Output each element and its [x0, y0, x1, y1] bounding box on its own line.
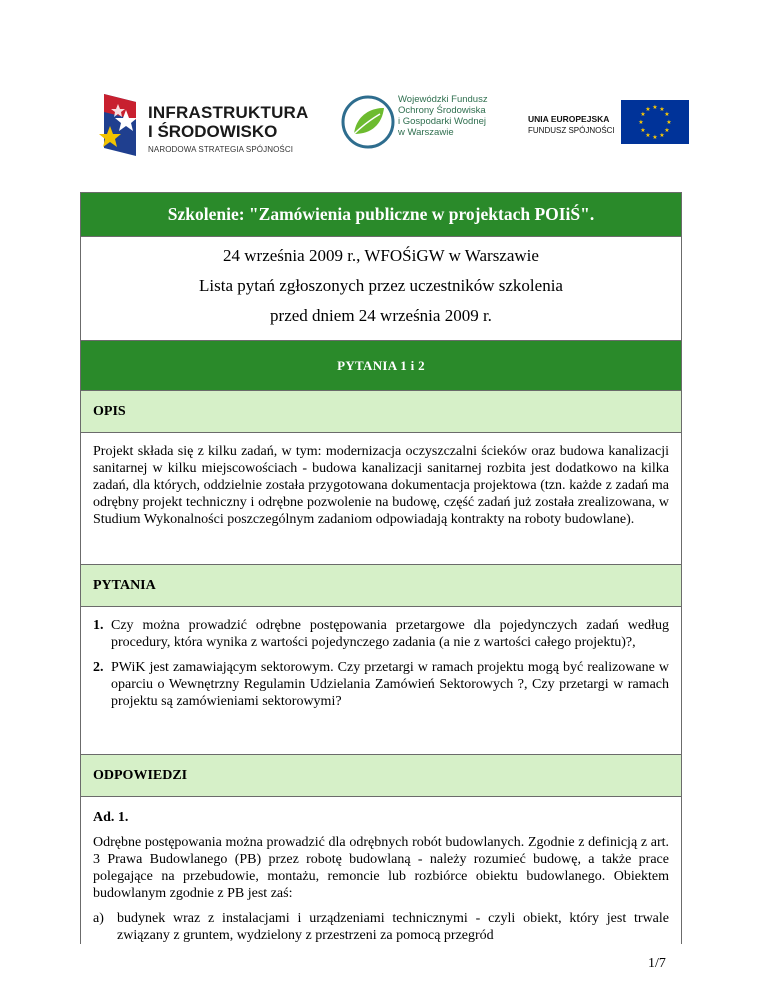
- svg-text:★: ★: [652, 104, 658, 111]
- svg-text:★: ★: [664, 127, 670, 134]
- document-header: [81, 237, 681, 341]
- infrastruktura-logo: [96, 90, 309, 160]
- question-number: 2.: [93, 660, 104, 675]
- svg-text:★: ★: [652, 134, 658, 141]
- answer-list-item: [93, 910, 669, 944]
- eu-logo-line2: FUNDUSZ SPÓJNOŚCI: [528, 126, 615, 135]
- answer-item-text: budynek wraz z instalacjami i urządzeniami technicznymi - czyli obiekt, który jest trwale związany z gruntem, wydzielony z przestrzeni za pomocą przegród: [117, 911, 669, 943]
- answer-item-label: a): [93, 911, 104, 926]
- infrastruktura-logo-line1: INFRASTRUKTURA: [148, 103, 309, 122]
- question-text: PWiK jest zamawiającym sektorowym. Czy przetargi w ramach projektu mogą być realizowane w oparciu o Wewnętrzny Regulamin Udzielania Zamówień Sektorowych ?, Czy przetargi w ramach projektu są zamówieniami sektorowymi?: [111, 660, 669, 709]
- wfosigw-logo-line4: w Warszawie: [398, 127, 454, 138]
- questions-band: PYTANIA 1 i 2: [81, 341, 681, 391]
- svg-text:★: ★: [659, 106, 665, 113]
- logo-header: [0, 0, 768, 180]
- odpowiedzi-label: ODPOWIEDZI: [81, 755, 681, 797]
- document-table: [80, 192, 682, 944]
- header-list-line: Lista pytań zgłoszonych przez uczestników szkolenia: [199, 276, 563, 295]
- question-item: [93, 659, 669, 710]
- question-number: 1.: [93, 618, 104, 633]
- wfosigw-logo: [340, 94, 520, 164]
- questions-list: [81, 607, 681, 755]
- header-date-line: 24 września 2009 r., WFOŚiGW w Warszawie: [223, 246, 539, 265]
- page-number: 1/7: [648, 956, 666, 971]
- training-title: Szkolenie: "Zamówienia publiczne w projektach POIiŚ".: [81, 193, 681, 237]
- opis-text: [81, 433, 681, 565]
- answer-heading: Ad. 1.: [93, 810, 129, 825]
- infrastruktura-logo-line3: NARODOWA STRATEGIA SPÓJNOŚCI: [148, 145, 294, 154]
- infrastruktura-flag-icon: [96, 90, 142, 160]
- question-text: Czy można prowadzić odrębne postępowania przetargowe dla pojedynczych zadań według procedury, która wynika z wartości pojedynczego zadania (a nie z wartości całego projektu)?,: [111, 618, 669, 650]
- svg-text:★: ★: [659, 132, 665, 139]
- wfosigw-leaf-icon: [340, 94, 396, 150]
- svg-text:★: ★: [638, 119, 644, 126]
- header-before-line: przed dniem 24 września 2009 r.: [270, 306, 492, 325]
- opis-paragraph: Projekt składa się z kilku zadań, w tym: modernizacja oczyszczalni ścieków oraz budowa kanalizacji sanitarnej w kilku miejscowościach - budowa kanalizacji sanitarnej rozbita jest dodatkowo na kilka zadań, dla których, oddzielnie została przygotowana dokumentacja projektowa (tzn. każde z zadań ma odrębny projekt techniczny i odrębne pozwolenie na budowę, część zadań już została zrealizowana, w Studium Wykonalności poszczególnym zadaniom odpowiadają kontrakty na roboty budowlane).: [93, 444, 669, 527]
- eu-flag-icon: [621, 100, 689, 144]
- svg-text:★: ★: [640, 111, 646, 118]
- eu-logo: [528, 100, 698, 144]
- opis-label: OPIS: [81, 391, 681, 433]
- infrastruktura-logo-line2: I ŚRODOWISKO: [148, 122, 278, 141]
- pytania-label: PYTANIA: [81, 565, 681, 607]
- svg-text:★: ★: [666, 119, 672, 126]
- answer-section: [81, 797, 681, 944]
- question-item: [93, 617, 669, 651]
- answer-paragraph: Odrębne postępowania można prowadzić dla odrębnych robót budowlanych. Zgodnie z definicją z art. 3 Prawa Budowlanego (PB) przez robotę budowlaną - należy rozumieć budowę, a także prace polegające na przebudowie, montażu, remoncie lub rozbiórce obiektu budowlanego. Obiektem budowlanym zgodnie z PB jest zaś:: [93, 835, 669, 901]
- wfosigw-logo-line3: i Gospodarki Wodnej: [398, 116, 487, 127]
- svg-text:★: ★: [640, 127, 646, 134]
- svg-text:★: ★: [645, 132, 651, 139]
- svg-text:★: ★: [664, 111, 670, 118]
- eu-logo-line1: UNIA EUROPEJSKA: [528, 114, 610, 124]
- wfosigw-logo-line1: Wojewódzki Fundusz: [398, 94, 488, 105]
- wfosigw-logo-line2: Ochrony Środowiska: [398, 105, 486, 116]
- svg-text:★: ★: [645, 106, 651, 113]
